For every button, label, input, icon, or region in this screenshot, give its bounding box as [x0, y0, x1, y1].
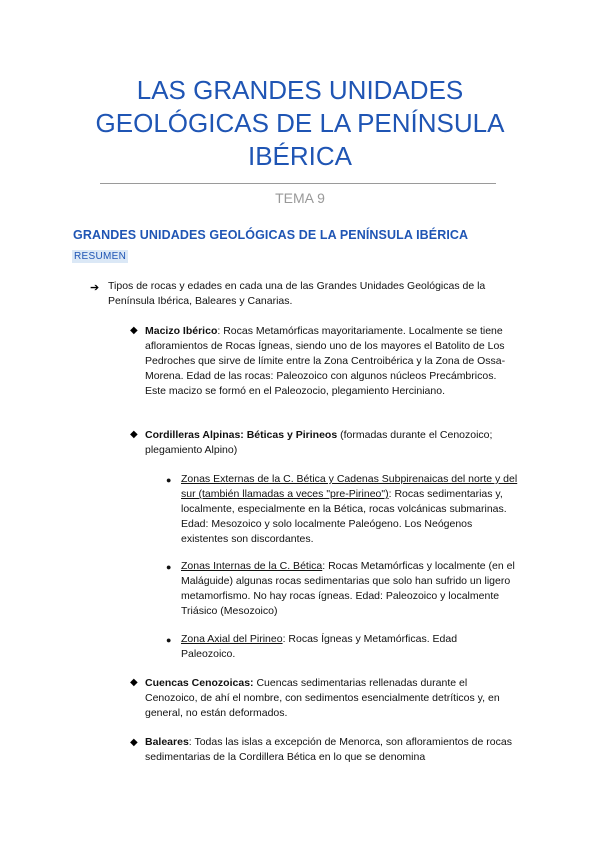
- item-text: (formadas durante el Cenozoico; plegamiento Alpino): [145, 429, 493, 456]
- list-item-internas: [181, 559, 519, 619]
- item-term: Cuencas Cenozoicas:: [145, 677, 254, 689]
- item-text-extra: Este macizo se formó en el Paleozocio, plegamiento Herciniano.: [145, 385, 445, 397]
- item-term: Macizo Ibérico: [145, 325, 218, 337]
- item-text: : Rocas Metamórficas y localmente (en el Maláguide) algunas rocas sedimentarias que solo han sufrido un ligero metamorfismo. No hay rocas ígneas. Edad: Paleozoico y localmente Triásico (Mesozoico): [181, 560, 515, 617]
- circle-bullet-icon: ●: [166, 562, 172, 572]
- list-item-alpinas: [145, 428, 515, 458]
- list-item-axial: [181, 632, 481, 662]
- list-item-cuencas: [145, 676, 515, 721]
- circle-bullet-icon: ●: [166, 475, 172, 485]
- item-term: Baleares: [145, 736, 189, 748]
- document-subtitle: TEMA 9: [275, 190, 325, 206]
- diamond-bullet-icon: ◆: [130, 677, 138, 688]
- diamond-bullet-icon: ◆: [130, 325, 138, 336]
- intro-text: Tipos de rocas y edades en cada una de las Grandes Unidades Geológicas de la Península Ibérica, Baleares y Canarias.: [108, 280, 486, 307]
- item-text: : Rocas Metamórficas mayoritariamente. Localmente se tiene afloramientos de Rocas Ígneas, siendo uno de los mayores el Batolito de Los Pedroches que sirve de límite entre la Zona Centroibérica y la Zona de Ossa-Morena. Edad de las rocas: Paleozoico con algunos núcleos Precámbricos.: [145, 325, 506, 382]
- list-item-externas: [181, 472, 519, 547]
- item-text: : Rocas Ígneas y Metamórficas. Edad Paleozoico.: [181, 633, 458, 660]
- arrow-bullet-icon: ➔: [90, 282, 100, 294]
- list-item-macizo: [145, 324, 515, 399]
- title-divider: [100, 183, 496, 184]
- item-text: : Rocas sedimentarias y, localmente, especialmente en la Bética, rocas volcánicas submarinas. Edad: Mesozoico y solo localmente Paleógeno. Los Neógenos existentes son discordantes.: [181, 488, 507, 545]
- item-text: : Todas las islas a excepción de Menorca, son afloramientos de rocas sedimentarias de la Cordillera Bética en lo que se denomina: [145, 736, 512, 763]
- list-item-baleares: [145, 735, 515, 765]
- section-heading: GRANDES UNIDADES GEOLÓGICAS DE LA PENÍNSULA IBÉRICA: [73, 228, 469, 242]
- diamond-bullet-icon: ◆: [130, 737, 138, 748]
- diamond-bullet-icon: ◆: [130, 429, 138, 440]
- item-text: Cuencas sedimentarias rellenadas durante el Cenozoico, de ahí el nombre, con sedimentos esencialmente detríticos y, en general, no están deformados.: [145, 677, 500, 719]
- item-term: Zonas Internas de la C. Bética: [181, 560, 323, 572]
- document-title: LAS GRANDES UNIDADES GEOLÓGICAS DE LA PENÍNSULA IBÉRICA: [95, 75, 505, 171]
- item-term: Cordilleras Alpinas: Béticas y Pirineos: [145, 429, 338, 441]
- circle-bullet-icon: ●: [166, 635, 172, 645]
- item-term: Zonas Externas de la C. Bética y Cadenas Subpirenaicas del norte y del sur (también llamadas a veces "pre-Pirineo"): [181, 473, 518, 500]
- item-term: Zona Axial del Pirineo: [181, 633, 283, 645]
- summary-tag: RESUMEN: [74, 251, 127, 262]
